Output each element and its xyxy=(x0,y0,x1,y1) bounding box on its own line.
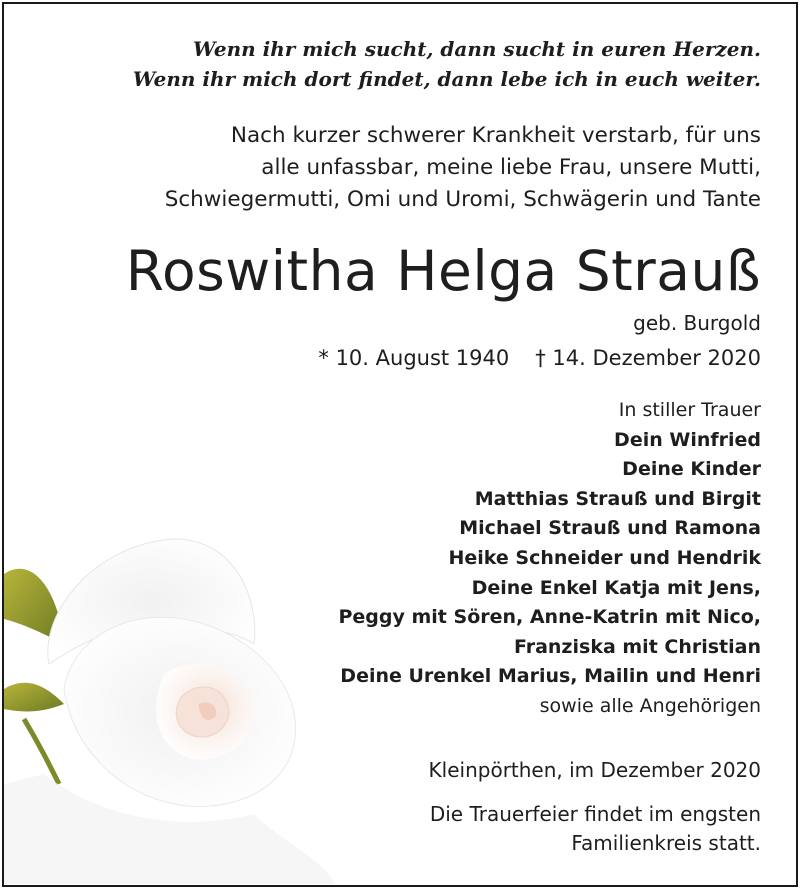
funeral-line: Familienkreis statt. xyxy=(571,831,761,855)
funeral-line: Die Trauerfeier findet im engsten xyxy=(429,802,761,826)
mourner-name: Matthias Strauß und Birgit xyxy=(474,487,761,510)
place-date: Kleinpörthen, im Dezember 2020 xyxy=(428,758,761,782)
mourner-name: Dein Winfried xyxy=(614,428,761,451)
poem xyxy=(133,34,761,94)
funeral-note xyxy=(430,800,761,858)
intro-text xyxy=(165,120,761,216)
intro-line: Schwiegermutti, Omi und Uromi, Schwägerin und Tante xyxy=(164,187,761,212)
intro-line: alle unfassbar, meine liebe Frau, unsere Mutti, xyxy=(261,155,761,180)
mourner-name: Deine Urenkel Marius, Mailin und Henri xyxy=(340,665,761,688)
intro-line: Nach kurzer schwerer Krankheit verstarb, für uns xyxy=(230,123,761,148)
mourner-name: Peggy mit Sören, Anne-Katrin mit Nico, xyxy=(338,606,761,629)
mourner-name: Deine Kinder xyxy=(622,458,761,481)
poem-line: Wenn ihr mich dort findet, dann lebe ich in euch weiter. xyxy=(132,67,761,91)
life-dates xyxy=(318,342,761,374)
deceased-name: Roswitha Helga Strauß xyxy=(125,239,761,303)
mourners-closing: sowie alle Angehörigen xyxy=(539,694,761,717)
birth-date: * 10. August 1940 xyxy=(318,346,510,370)
mourner-name: Franziska mit Christian xyxy=(513,635,761,658)
death-date: † 14. Dezember 2020 xyxy=(535,346,761,370)
mourner-name: Heike Schneider und Hendrik xyxy=(448,546,761,569)
mourners-list xyxy=(338,396,761,722)
poem-line: Wenn ihr mich sucht, dann sucht in euren Herzen. xyxy=(193,37,761,61)
mourner-name: Deine Enkel Katja mit Jens, xyxy=(471,576,761,599)
born-name: geb. Burgold xyxy=(633,311,761,335)
obituary-notice xyxy=(2,2,798,887)
mourners-heading: In stiller Trauer xyxy=(618,399,761,421)
mourner-name: Michael Strauß und Ramona xyxy=(459,517,761,540)
white-rose-image xyxy=(4,514,334,884)
